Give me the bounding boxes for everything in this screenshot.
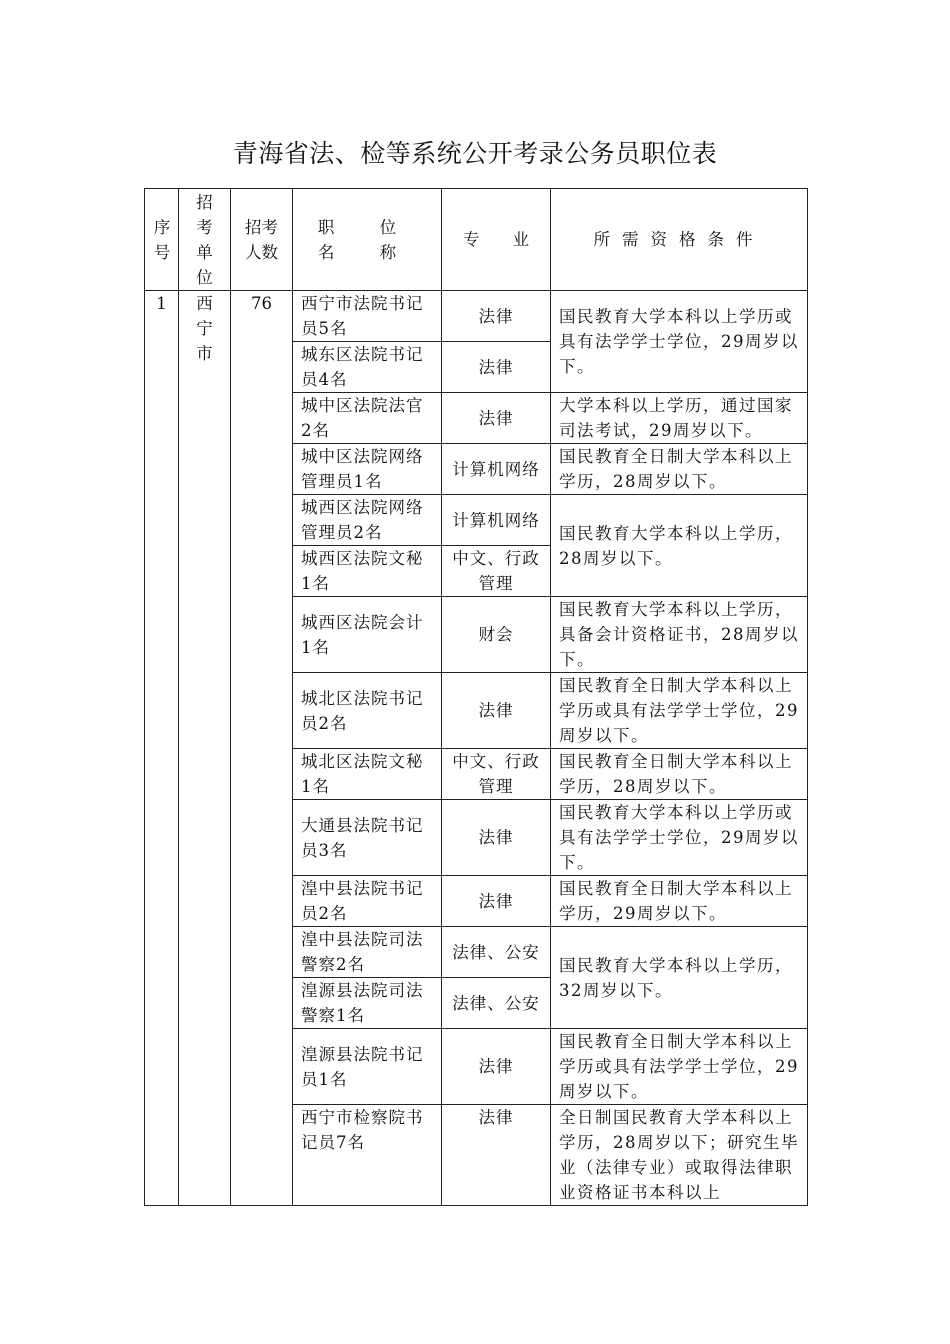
header-seq: 序号 <box>145 189 179 291</box>
requirement-cell: 国民教育大学本科以上学历，28周岁以下。 <box>551 495 808 597</box>
requirement-cell: 国民教育大学本科以上学历，具备会计资格证书，28周岁以下。 <box>551 597 808 673</box>
position-cell: 城西区法院网络管理员2名 <box>293 495 442 546</box>
position-cell: 湟中县法院书记员2名 <box>293 876 442 927</box>
page-title: 青海省法、检等系统公开考录公务员职位表 <box>232 139 718 168</box>
requirement-cell: 国民教育全日制大学本科以上学历，28周岁以下。 <box>551 444 808 495</box>
position-cell: 西宁市法院书记员5名 <box>293 291 442 342</box>
position-cell: 城中区法院法官2名 <box>293 393 442 444</box>
table-row <box>145 291 808 342</box>
row-unit: 西宁市 <box>179 291 231 1206</box>
position-cell: 湟源县法院书记员1名 <box>293 1029 442 1105</box>
position-cell: 城东区法院书记员4名 <box>293 342 442 393</box>
major-cell: 法律 <box>442 673 551 749</box>
major-cell: 法律 <box>442 291 551 342</box>
major-cell: 中文、行政管理 <box>442 546 551 597</box>
requirement-cell: 国民教育大学本科以上学历或具有法学学士学位，29周岁以下。 <box>551 291 808 393</box>
header-count: 招考人数 <box>231 189 293 291</box>
major-cell: 法律 <box>442 800 551 876</box>
position-cell: 城西区法院会计1名 <box>293 597 442 673</box>
major-cell: 法律 <box>442 876 551 927</box>
requirement-cell: 国民教育大学本科以上学历或具有法学学士学位，29周岁以下。 <box>551 800 808 876</box>
header-major: 专 业 <box>442 189 551 291</box>
requirement-cell: 国民教育全日制大学本科以上学历，29周岁以下。 <box>551 876 808 927</box>
major-cell: 计算机网络 <box>442 495 551 546</box>
requirement-cell: 国民教育全日制大学本科以上学历，28周岁以下。 <box>551 749 808 800</box>
position-cell: 大通县法院书记员3名 <box>293 800 442 876</box>
position-cell: 城北区法院文秘1名 <box>293 749 442 800</box>
position-cell: 西宁市检察院书记员7名 <box>293 1105 442 1206</box>
header-row <box>145 189 808 291</box>
major-cell: 法律 <box>442 342 551 393</box>
header-position: 职 位 名 称 <box>293 189 442 291</box>
requirement-cell: 国民教育全日制大学本科以上学历或具有法学学士学位，29周岁以下。 <box>551 1029 808 1105</box>
major-cell: 法律 <box>442 393 551 444</box>
major-cell: 法律 <box>442 1105 551 1206</box>
requirement-cell: 全日制国民教育大学本科以上学历，28周岁以下；研究生毕业（法律专业）或取得法律职业资格证书本科以上 <box>551 1105 808 1206</box>
position-cell: 城西区法院文秘1名 <box>293 546 442 597</box>
position-cell: 湟中县法院司法警察2名 <box>293 927 442 978</box>
header-requirements: 所需资格条件 <box>551 189 808 291</box>
major-cell: 法律、公安 <box>442 978 551 1029</box>
positions-table <box>144 188 808 1206</box>
position-cell: 城北区法院书记员2名 <box>293 673 442 749</box>
row-seq: 1 <box>145 291 179 1206</box>
major-cell: 财会 <box>442 597 551 673</box>
position-cell: 城中区法院网络管理员1名 <box>293 444 442 495</box>
header-unit: 招考单位 <box>179 189 231 291</box>
row-count: 76 <box>231 291 293 1206</box>
major-cell: 法律 <box>442 1029 551 1105</box>
major-cell: 法律、公安 <box>442 927 551 978</box>
requirement-cell: 国民教育大学本科以上学历，32周岁以下。 <box>551 927 808 1029</box>
requirement-cell: 国民教育全日制大学本科以上学历或具有法学学士学位，29周岁以下。 <box>551 673 808 749</box>
major-cell: 中文、行政管理 <box>442 749 551 800</box>
position-cell: 湟源县法院司法警察1名 <box>293 978 442 1029</box>
major-cell: 计算机网络 <box>442 444 551 495</box>
requirement-cell: 大学本科以上学历，通过国家司法考试，29周岁以下。 <box>551 393 808 444</box>
